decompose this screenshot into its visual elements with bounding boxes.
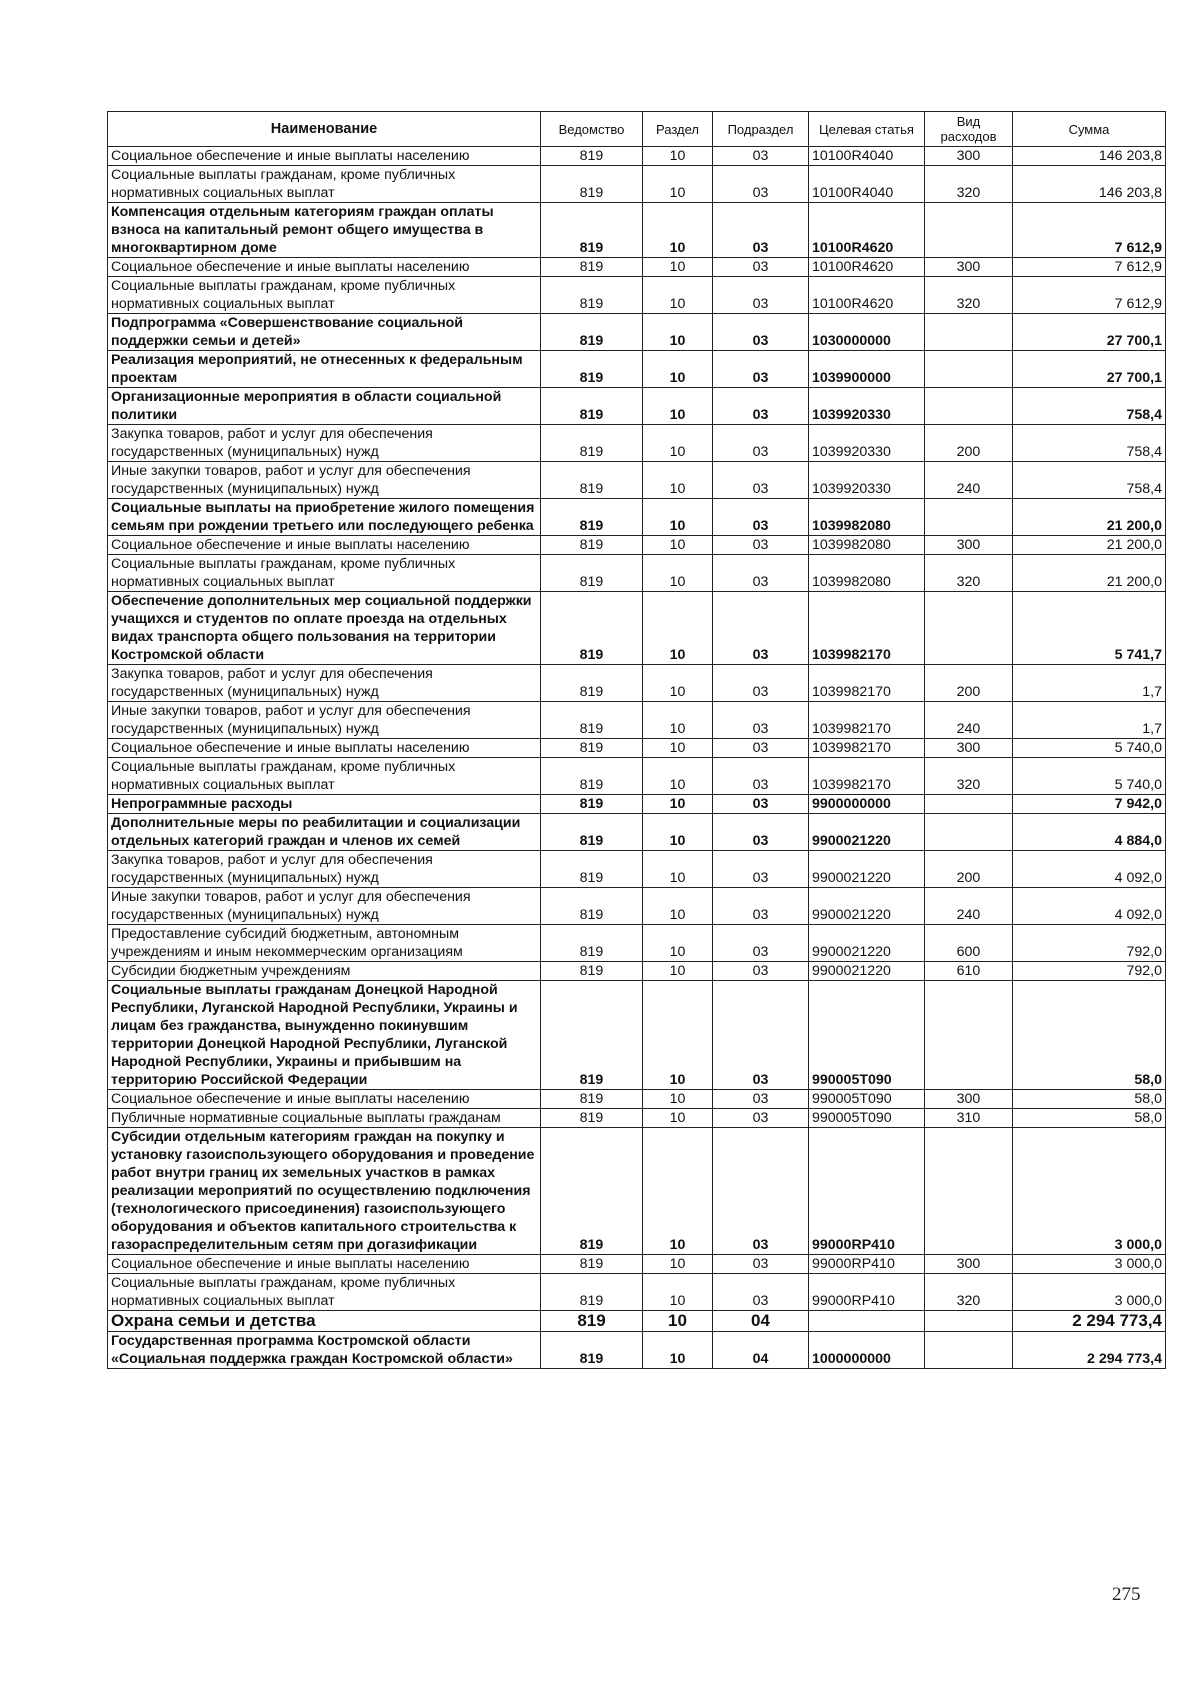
cell-section: 10 bbox=[643, 388, 713, 425]
cell-type: 320 bbox=[925, 555, 1013, 592]
cell-sum: 758,4 bbox=[1013, 388, 1166, 425]
cell-sum: 5 740,0 bbox=[1013, 739, 1166, 758]
cell-subsection: 03 bbox=[713, 203, 809, 258]
cell-name: Социальное обеспечение и иные выплаты населению bbox=[108, 1255, 541, 1274]
page-number: 275 bbox=[1112, 1584, 1141, 1605]
cell-section: 10 bbox=[643, 1311, 713, 1332]
cell-name: Социальные выплаты гражданам, кроме публичных нормативных социальных выплат bbox=[108, 555, 541, 592]
cell-section: 10 bbox=[643, 1274, 713, 1311]
table-body bbox=[108, 147, 1166, 1369]
cell-sum: 7 942,0 bbox=[1013, 795, 1166, 814]
cell-dept: 819 bbox=[541, 1311, 643, 1332]
cell-type bbox=[925, 203, 1013, 258]
cell-name: Социальное обеспечение и иные выплаты населению bbox=[108, 147, 541, 166]
cell-sum: 7 612,9 bbox=[1013, 203, 1166, 258]
cell-name: Государственная программа Костромской области «Социальная поддержка граждан Костромской области» bbox=[108, 1332, 541, 1369]
table-row bbox=[108, 1274, 1166, 1311]
cell-section: 10 bbox=[643, 814, 713, 851]
cell-section: 10 bbox=[643, 462, 713, 499]
header-subsection: Подраздел bbox=[713, 112, 809, 147]
cell-section: 10 bbox=[643, 1332, 713, 1369]
cell-type bbox=[925, 1128, 1013, 1255]
cell-type: 300 bbox=[925, 1090, 1013, 1109]
cell-type: 200 bbox=[925, 425, 1013, 462]
cell-article: 1030000000 bbox=[809, 314, 925, 351]
cell-type: 300 bbox=[925, 147, 1013, 166]
cell-name: Субсидии отдельным категориям граждан на покупку и установку газоиспользующего оборудования и проведение работ внутри границ их земельных участков в рамках реализации мероприятий по осуществлению подключения (технологического присоединения) газоиспользующего оборудования и объектов капитального строительства к газораспределительным сетям при догазификации bbox=[108, 1128, 541, 1255]
cell-type: 320 bbox=[925, 758, 1013, 795]
table-row bbox=[108, 536, 1166, 555]
table-row bbox=[108, 962, 1166, 981]
cell-name: Субсидии бюджетным учреждениям bbox=[108, 962, 541, 981]
cell-name: Социальные выплаты на приобретение жилого помещения семьям при рождении третьего или последующего ребенка bbox=[108, 499, 541, 536]
cell-subsection: 03 bbox=[713, 258, 809, 277]
cell-subsection: 03 bbox=[713, 1255, 809, 1274]
cell-subsection: 03 bbox=[713, 702, 809, 739]
cell-section: 10 bbox=[643, 795, 713, 814]
table-row bbox=[108, 258, 1166, 277]
cell-section: 10 bbox=[643, 1090, 713, 1109]
cell-dept: 819 bbox=[541, 1128, 643, 1255]
table-row bbox=[108, 555, 1166, 592]
cell-article: 9900021220 bbox=[809, 925, 925, 962]
cell-type bbox=[925, 814, 1013, 851]
table-row bbox=[108, 981, 1166, 1090]
cell-dept: 819 bbox=[541, 388, 643, 425]
cell-subsection: 03 bbox=[713, 351, 809, 388]
cell-subsection: 03 bbox=[713, 592, 809, 665]
cell-article: 9900021220 bbox=[809, 851, 925, 888]
cell-subsection: 03 bbox=[713, 758, 809, 795]
cell-article: 1039982170 bbox=[809, 592, 925, 665]
header-name: Наименование bbox=[108, 112, 541, 147]
header-section: Раздел bbox=[643, 112, 713, 147]
cell-dept: 819 bbox=[541, 351, 643, 388]
cell-subsection: 03 bbox=[713, 462, 809, 499]
cell-name: Иные закупки товаров, работ и услуг для обеспечения государственных (муниципальных) нужд bbox=[108, 702, 541, 739]
cell-sum: 27 700,1 bbox=[1013, 351, 1166, 388]
cell-section: 10 bbox=[643, 1255, 713, 1274]
cell-subsection: 03 bbox=[713, 925, 809, 962]
cell-section: 10 bbox=[643, 739, 713, 758]
header-article: Целевая статья bbox=[809, 112, 925, 147]
cell-dept: 819 bbox=[541, 277, 643, 314]
cell-section: 10 bbox=[643, 314, 713, 351]
cell-dept: 819 bbox=[541, 258, 643, 277]
cell-section: 10 bbox=[643, 555, 713, 592]
cell-type: 300 bbox=[925, 258, 1013, 277]
cell-subsection: 03 bbox=[713, 962, 809, 981]
cell-subsection: 03 bbox=[713, 888, 809, 925]
cell-name: Предоставление субсидий бюджетным, автономным учреждениям и иным некоммерческим организациям bbox=[108, 925, 541, 962]
cell-name: Реализация мероприятий, не отнесенных к федеральным проектам bbox=[108, 351, 541, 388]
table-row bbox=[108, 166, 1166, 203]
cell-type: 200 bbox=[925, 665, 1013, 702]
table-row bbox=[108, 425, 1166, 462]
cell-article: 9900021220 bbox=[809, 888, 925, 925]
cell-article: 10100R4040 bbox=[809, 147, 925, 166]
cell-type bbox=[925, 795, 1013, 814]
cell-name: Социальные выплаты гражданам, кроме публичных нормативных социальных выплат bbox=[108, 166, 541, 203]
cell-subsection: 03 bbox=[713, 851, 809, 888]
table-row bbox=[108, 388, 1166, 425]
cell-sum: 21 200,0 bbox=[1013, 555, 1166, 592]
cell-type bbox=[925, 388, 1013, 425]
cell-sum: 21 200,0 bbox=[1013, 536, 1166, 555]
cell-name: Непрограммные расходы bbox=[108, 795, 541, 814]
cell-subsection: 04 bbox=[713, 1332, 809, 1369]
table-row bbox=[108, 277, 1166, 314]
cell-type bbox=[925, 1311, 1013, 1332]
cell-section: 10 bbox=[643, 351, 713, 388]
cell-name: Социальное обеспечение и иные выплаты населению bbox=[108, 1090, 541, 1109]
table-row bbox=[108, 1255, 1166, 1274]
cell-name: Обеспечение дополнительных мер социальной поддержки учащихся и студентов по оплате проезда на отдельных видах транспорта общего пользования на территории Костромской области bbox=[108, 592, 541, 665]
table-row bbox=[108, 1090, 1166, 1109]
cell-name: Социальные выплаты гражданам, кроме публичных нормативных социальных выплат bbox=[108, 1274, 541, 1311]
cell-article: 99000RP410 bbox=[809, 1128, 925, 1255]
cell-article: 990005T090 bbox=[809, 1090, 925, 1109]
cell-sum: 792,0 bbox=[1013, 925, 1166, 962]
cell-sum: 3 000,0 bbox=[1013, 1274, 1166, 1311]
cell-type: 300 bbox=[925, 739, 1013, 758]
cell-dept: 819 bbox=[541, 739, 643, 758]
cell-type bbox=[925, 314, 1013, 351]
header-dept: Ведомство bbox=[541, 112, 643, 147]
cell-name: Социальное обеспечение и иные выплаты населению bbox=[108, 739, 541, 758]
cell-dept: 819 bbox=[541, 925, 643, 962]
cell-sum: 4 092,0 bbox=[1013, 888, 1166, 925]
header-type: Вид расходов bbox=[925, 112, 1013, 147]
cell-subsection: 03 bbox=[713, 555, 809, 592]
cell-subsection: 03 bbox=[713, 1274, 809, 1311]
cell-type: 310 bbox=[925, 1109, 1013, 1128]
cell-dept: 819 bbox=[541, 555, 643, 592]
cell-section: 10 bbox=[643, 425, 713, 462]
table-row bbox=[108, 739, 1166, 758]
cell-name: Организационные мероприятия в области социальной политики bbox=[108, 388, 541, 425]
cell-article: 1039920330 bbox=[809, 425, 925, 462]
cell-article: 1039982080 bbox=[809, 499, 925, 536]
cell-dept: 819 bbox=[541, 166, 643, 203]
cell-sum: 758,4 bbox=[1013, 425, 1166, 462]
cell-type: 300 bbox=[925, 1255, 1013, 1274]
table-row bbox=[108, 1311, 1166, 1332]
cell-subsection: 03 bbox=[713, 147, 809, 166]
cell-article: 990005T090 bbox=[809, 981, 925, 1090]
cell-article: 10100R4040 bbox=[809, 166, 925, 203]
cell-dept: 819 bbox=[541, 203, 643, 258]
cell-name: Социальное обеспечение и иные выплаты населению bbox=[108, 536, 541, 555]
cell-name: Социальные выплаты гражданам Донецкой Народной Республики, Луганской Народной Республики, Украины и лицам без гражданства, вынужденно покинувшим территории Донецкой Народной Республики, Луганской Народной Республики, Украины и прибывшим на территорию Российской Федерации bbox=[108, 981, 541, 1090]
cell-dept: 819 bbox=[541, 758, 643, 795]
cell-name: Закупка товаров, работ и услуг для обеспечения государственных (муниципальных) нужд bbox=[108, 425, 541, 462]
cell-section: 10 bbox=[643, 758, 713, 795]
cell-name: Иные закупки товаров, работ и услуг для обеспечения государственных (муниципальных) нужд bbox=[108, 462, 541, 499]
table-row bbox=[108, 351, 1166, 388]
cell-dept: 819 bbox=[541, 499, 643, 536]
cell-name: Иные закупки товаров, работ и услуг для обеспечения государственных (муниципальных) нужд bbox=[108, 888, 541, 925]
cell-article: 9900000000 bbox=[809, 795, 925, 814]
table-row bbox=[108, 888, 1166, 925]
table-row bbox=[108, 758, 1166, 795]
cell-section: 10 bbox=[643, 536, 713, 555]
cell-section: 10 bbox=[643, 1109, 713, 1128]
cell-type bbox=[925, 981, 1013, 1090]
cell-type: 200 bbox=[925, 851, 1013, 888]
cell-subsection: 03 bbox=[713, 536, 809, 555]
cell-sum: 5 741,7 bbox=[1013, 592, 1166, 665]
cell-dept: 819 bbox=[541, 795, 643, 814]
cell-dept: 819 bbox=[541, 981, 643, 1090]
table-row bbox=[108, 814, 1166, 851]
table-row bbox=[108, 665, 1166, 702]
cell-section: 10 bbox=[643, 962, 713, 981]
cell-subsection: 03 bbox=[713, 981, 809, 1090]
cell-name: Охрана семьи и детства bbox=[108, 1311, 541, 1332]
cell-subsection: 03 bbox=[713, 166, 809, 203]
cell-sum: 3 000,0 bbox=[1013, 1255, 1166, 1274]
cell-type: 240 bbox=[925, 462, 1013, 499]
cell-subsection: 03 bbox=[713, 425, 809, 462]
table-row bbox=[108, 592, 1166, 665]
cell-section: 10 bbox=[643, 925, 713, 962]
cell-section: 10 bbox=[643, 147, 713, 166]
cell-dept: 819 bbox=[541, 592, 643, 665]
cell-sum: 7 612,9 bbox=[1013, 277, 1166, 314]
cell-sum: 3 000,0 bbox=[1013, 1128, 1166, 1255]
cell-dept: 819 bbox=[541, 1090, 643, 1109]
table-row bbox=[108, 795, 1166, 814]
budget-table bbox=[107, 111, 1166, 1369]
cell-name: Дополнительные меры по реабилитации и социализации отдельных категорий граждан и членов их семей bbox=[108, 814, 541, 851]
cell-article: 990005T090 bbox=[809, 1109, 925, 1128]
cell-dept: 819 bbox=[541, 665, 643, 702]
cell-article: 1039982080 bbox=[809, 555, 925, 592]
table-row bbox=[108, 1109, 1166, 1128]
cell-sum: 2 294 773,4 bbox=[1013, 1311, 1166, 1332]
cell-subsection: 03 bbox=[713, 665, 809, 702]
cell-subsection: 03 bbox=[713, 314, 809, 351]
cell-article: 1039982080 bbox=[809, 536, 925, 555]
cell-section: 10 bbox=[643, 166, 713, 203]
cell-type bbox=[925, 592, 1013, 665]
cell-dept: 819 bbox=[541, 1109, 643, 1128]
cell-sum: 146 203,8 bbox=[1013, 166, 1166, 203]
cell-dept: 819 bbox=[541, 425, 643, 462]
cell-section: 10 bbox=[643, 665, 713, 702]
cell-subsection: 04 bbox=[713, 1311, 809, 1332]
cell-section: 10 bbox=[643, 277, 713, 314]
cell-subsection: 03 bbox=[713, 1128, 809, 1255]
cell-sum: 1,7 bbox=[1013, 665, 1166, 702]
cell-subsection: 03 bbox=[713, 814, 809, 851]
cell-sum: 4 884,0 bbox=[1013, 814, 1166, 851]
cell-type: 240 bbox=[925, 888, 1013, 925]
cell-section: 10 bbox=[643, 981, 713, 1090]
cell-dept: 819 bbox=[541, 462, 643, 499]
cell-type: 600 bbox=[925, 925, 1013, 962]
cell-sum: 27 700,1 bbox=[1013, 314, 1166, 351]
cell-sum: 58,0 bbox=[1013, 1090, 1166, 1109]
table-row bbox=[108, 314, 1166, 351]
cell-section: 10 bbox=[643, 258, 713, 277]
cell-article: 1039982170 bbox=[809, 702, 925, 739]
cell-dept: 819 bbox=[541, 314, 643, 351]
cell-article: 1039982170 bbox=[809, 739, 925, 758]
cell-dept: 819 bbox=[541, 888, 643, 925]
cell-type bbox=[925, 499, 1013, 536]
cell-article: 1039920330 bbox=[809, 388, 925, 425]
cell-section: 10 bbox=[643, 1128, 713, 1255]
cell-sum: 4 092,0 bbox=[1013, 851, 1166, 888]
cell-subsection: 03 bbox=[713, 739, 809, 758]
cell-article: 10100R4620 bbox=[809, 277, 925, 314]
cell-type: 300 bbox=[925, 536, 1013, 555]
table-row bbox=[108, 1128, 1166, 1255]
cell-article: 1039920330 bbox=[809, 462, 925, 499]
cell-article: 9900021220 bbox=[809, 962, 925, 981]
cell-type bbox=[925, 351, 1013, 388]
cell-sum: 21 200,0 bbox=[1013, 499, 1166, 536]
cell-section: 10 bbox=[643, 499, 713, 536]
cell-article: 1039982170 bbox=[809, 665, 925, 702]
cell-name: Компенсация отдельным категориям граждан оплаты взноса на капитальный ремонт общего имущества в многоквартирном доме bbox=[108, 203, 541, 258]
cell-subsection: 03 bbox=[713, 388, 809, 425]
cell-section: 10 bbox=[643, 592, 713, 665]
cell-section: 10 bbox=[643, 702, 713, 739]
cell-subsection: 03 bbox=[713, 1109, 809, 1128]
cell-subsection: 03 bbox=[713, 1090, 809, 1109]
cell-section: 10 bbox=[643, 851, 713, 888]
cell-type: 320 bbox=[925, 1274, 1013, 1311]
table-row bbox=[108, 1332, 1166, 1369]
table-row bbox=[108, 499, 1166, 536]
table-row bbox=[108, 702, 1166, 739]
cell-name: Публичные нормативные социальные выплаты гражданам bbox=[108, 1109, 541, 1128]
cell-sum: 146 203,8 bbox=[1013, 147, 1166, 166]
cell-type: 320 bbox=[925, 277, 1013, 314]
cell-dept: 819 bbox=[541, 962, 643, 981]
cell-article: 10100R4620 bbox=[809, 258, 925, 277]
cell-article: 1039982170 bbox=[809, 758, 925, 795]
cell-sum: 2 294 773,4 bbox=[1013, 1332, 1166, 1369]
cell-section: 10 bbox=[643, 203, 713, 258]
cell-name: Закупка товаров, работ и услуг для обеспечения государственных (муниципальных) нужд bbox=[108, 851, 541, 888]
table-header-row bbox=[108, 112, 1166, 147]
cell-name: Подпрограмма «Совершенствование социальной поддержки семьи и детей» bbox=[108, 314, 541, 351]
cell-type: 240 bbox=[925, 702, 1013, 739]
cell-section: 10 bbox=[643, 888, 713, 925]
cell-subsection: 03 bbox=[713, 795, 809, 814]
cell-dept: 819 bbox=[541, 851, 643, 888]
cell-type: 320 bbox=[925, 166, 1013, 203]
cell-dept: 819 bbox=[541, 1255, 643, 1274]
cell-sum: 5 740,0 bbox=[1013, 758, 1166, 795]
table-row bbox=[108, 462, 1166, 499]
cell-sum: 792,0 bbox=[1013, 962, 1166, 981]
cell-type bbox=[925, 1332, 1013, 1369]
cell-sum: 7 612,9 bbox=[1013, 258, 1166, 277]
cell-name: Социальные выплаты гражданам, кроме публичных нормативных социальных выплат bbox=[108, 277, 541, 314]
cell-article: 9900021220 bbox=[809, 814, 925, 851]
cell-dept: 819 bbox=[541, 536, 643, 555]
cell-article: 99000RP410 bbox=[809, 1255, 925, 1274]
table-row bbox=[108, 147, 1166, 166]
table-row bbox=[108, 203, 1166, 258]
cell-article: 99000RP410 bbox=[809, 1274, 925, 1311]
cell-type: 610 bbox=[925, 962, 1013, 981]
cell-name: Закупка товаров, работ и услуг для обеспечения государственных (муниципальных) нужд bbox=[108, 665, 541, 702]
cell-dept: 819 bbox=[541, 1332, 643, 1369]
cell-dept: 819 bbox=[541, 702, 643, 739]
header-sum: Сумма bbox=[1013, 112, 1166, 147]
cell-dept: 819 bbox=[541, 1274, 643, 1311]
cell-article: 1039900000 bbox=[809, 351, 925, 388]
cell-name: Социальные выплаты гражданам, кроме публичных нормативных социальных выплат bbox=[108, 758, 541, 795]
cell-dept: 819 bbox=[541, 814, 643, 851]
cell-sum: 58,0 bbox=[1013, 1109, 1166, 1128]
cell-sum: 58,0 bbox=[1013, 981, 1166, 1090]
cell-dept: 819 bbox=[541, 147, 643, 166]
cell-sum: 758,4 bbox=[1013, 462, 1166, 499]
table-row bbox=[108, 925, 1166, 962]
table-row bbox=[108, 851, 1166, 888]
cell-sum: 1,7 bbox=[1013, 702, 1166, 739]
cell-article: 10100R4620 bbox=[809, 203, 925, 258]
cell-subsection: 03 bbox=[713, 499, 809, 536]
cell-article: 1000000000 bbox=[809, 1332, 925, 1369]
cell-article bbox=[809, 1311, 925, 1332]
cell-name: Социальное обеспечение и иные выплаты населению bbox=[108, 258, 541, 277]
cell-subsection: 03 bbox=[713, 277, 809, 314]
